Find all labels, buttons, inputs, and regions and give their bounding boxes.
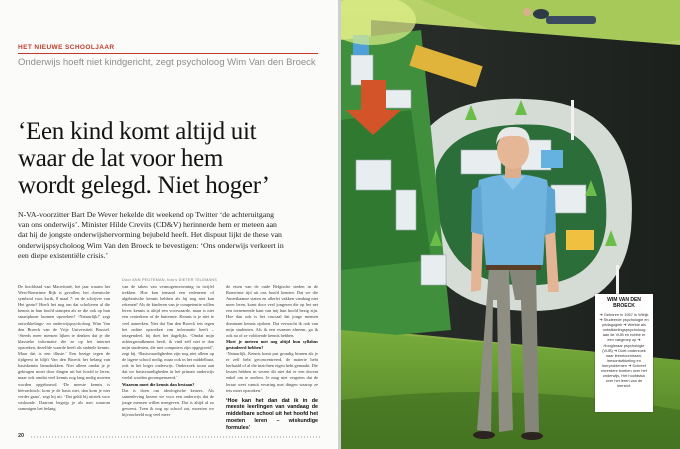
page-number: 20 [18,433,25,439]
headline-line: wordt gelegd. Niet hoger’ [18,172,270,199]
lead-line: N-VA-voorzitter Bart De Wever hekelde dit weekend op Twitter ‘de achteruitgang [18,210,275,219]
column-text: De hoofdstad van Macedonië, het jaar waarin het West-Romeinse Rijk is gevallen, het chemische symbool voor kwik, 8 maal 7: en de schrijver van Het gezin? Hoeft het nog om dat scholieren al die kennis in hun hoofd stampen als ze die ook op hun smartphone kunnen opzoeken? ‘Natuurlijk!’ zegt ontwikkelings- en onderwijspsycholoog Wim Van den Broeck van de Vrije Universiteit Brussel. ‘Steeds meer mensen lijken te denken dat je die klassieke informatie die ze op het internet opzoeken, dezelfde waarde heeft als stabiele kennis. Maar dat is een illusie.’ Een bezige tegen de tijdgeest in blijft Van den Broeck het belang van basiskennis benadrukken. Niet alleen omdat je je gebrugen moet door dingen uit het hoofd te leren, maar ook omdat veel kennis nog lang nodig moeten worden opgebouwd. ‘De meeste kennis is hiërarchisch: kom je de basis niet, dan kom je niet verder gaan’, zegt hij uit. ‘Dat geldt bij uitstek voor wiskunde. Daarom begrijp je als met waarom sommigen het belang [18,284,110,411]
column-text: ‘Natuurlijk. Kennis komt pas grondig binnen als je er zelf hebt geconcentreerd, de materie hebt herhaald of al die inzichten eigen hebt gemaakt. Die lessen hebben in wezen dit niet dat er een docent enkel om te zoeken. Je mag niet vergeten dat de leraar weet vanuit ervaring met dingen waarop ze iets moet opzoeken.’ [226,351,318,393]
body-column-2 [122,284,214,418]
lead-line: een diepe existentiële crisis.’ [18,250,109,260]
subheadline: Onderwijs hoeft niet kindgericht, zegt psycholoog Wim Van den Broeck [18,57,316,68]
body-columns [18,284,320,431]
byline: Door ANN PEUTEMAN, foto's DIETER TELEMANS [122,278,217,282]
lead-paragraph [18,210,320,261]
lead-line: onderwijspsycholoog Wim Van den Broeck te bevestigen: ‘Ons onderwijs verkeert in [18,240,284,250]
column-text: Dat is doen om ideologische keuzes. Als samenleving kiezen we voor een onderwijs dat de jonge mensen willen meegeven. Dat is altijd al zo geweest. Toen ik nog op school zat, moesten we bijvoorbeeld nog veel meer [122,387,214,417]
column-text: de eisen van de oude Belgische steden in de Romeinse tijd uit ons hoofd kennen. Dat we die Amerikaanse staten en allerlei vakken vandaag niet meer leren, komt door veel jongeren die op het net een toenemende kant van mij hun hoofd bezig zijn. Hoe dan ook is het cruciaal dat jonge mensen dominant kennis opdoen. Dat verwacht ik ook van mijn studenten. Als ik een examen afneem, ga ik ook na of ze voldoende kennis hebben. [226,284,318,338]
bio-box-title-line: WIM VAN DEN [607,297,641,303]
bio-box-title-line: BROECK [613,303,635,309]
left-page [0,0,338,449]
lead-line: dat hij de jongste onderwijshervorming bejubeld heeft. Het dispuut lijkt de these van [18,230,282,240]
body-column-3 [226,284,318,432]
pull-quote: ‘Hoe kan het dan dat ik in de meeste leerlingen van vandaag de middelbare school uit het hoofd het moeten leren – wiskundige formules’ [226,397,318,431]
footer-dotted-rule [30,436,320,438]
bio-box-title [599,297,649,309]
bio-box-body: ➜ Geboren in 1957 in Wilrijk ➜ Studeerde psychologie en pedagogiek ➜ Werkte als ontwikkelingspsycholoog aan de VUB en richtte er een vakgroep op ➜ Hoogleraar psychologie (VUB) ➜ Doet onderzoek naar leerstoornissen, leesontwikkeling en leerproblemen ➜ Schreef meerdere boeken over het onderwijs, Het hoofdstuk over het leren van de leerstof. [599,312,649,389]
interview-question: Waarom moet die kennis dan bestaan? [122,381,195,387]
column-text: van de taken van vermogensvorming in twijfel trekken. Hoe kan iemand een redeneren of algebraïsche kennis hebben als hij nog niet kan rekenen? Als de kinderen van je competentie willen leren: kennis is altijd een voorwaarde, maar is niet een centerkern of de buitenste. Kennis is je niet te veel aanreiken. Niet dat Van den Broeck iets tegen het online opzoeken van informatie heeft – integendeel, hij doet het dagelijks. ‘Omdat mijn achtergrondkennis heeft, ik vind zelf niet te dan mijn studenten, die met computers zijn opgegroeid’, zegt hij. ‘Basisvaardigheden zijn nog niet alleen op de lagere school nodig, maar ook in het middelbaar, ook in het hoger onderwijs. Onderzoek toont aan dat we basisvaardigheden in het primair onderwijs veelal worden gecompenseerd.’ [122,284,214,381]
headline-line: ‘Een kind komt altijd uit [18,118,257,145]
headline-line: waar de lat voor hem [18,145,224,172]
lead-line: van ons onderwijs’. Minister Hilde Crevits (CD&V) herinnerde hem er meteen aan [18,220,277,230]
section-rule [18,53,318,54]
headline [18,118,328,199]
body-column-1 [18,284,110,412]
interview-question: Moet je meteen met nog altijd hun syllabus gestudeerd hebben? [226,338,318,350]
bio-box [595,294,653,412]
section-label: HET NIEUWE SCHOOLJAAR [18,44,115,51]
